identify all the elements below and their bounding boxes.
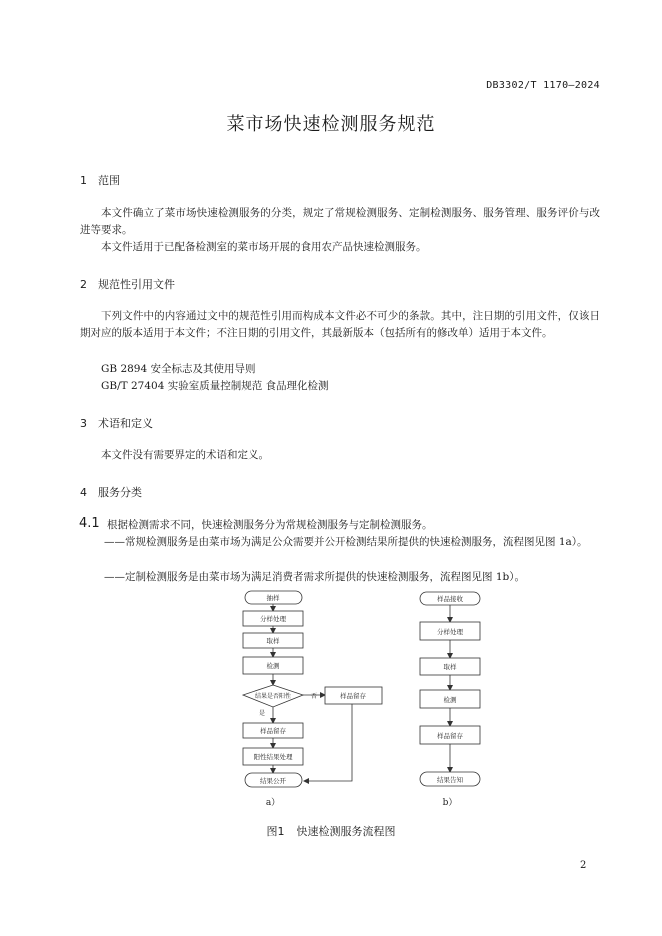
section-title: 规范性引用文件 <box>98 278 175 291</box>
flow-a-step-label: 样品留存 <box>260 727 286 735</box>
reference-item: GB/T 27404 实验室质量控制规范 食品理化检测 <box>101 380 329 392</box>
figure-caption-text: 快速检测服务流程图 <box>296 825 396 838</box>
flow-b-sublabel: b） <box>442 798 458 808</box>
flow-a-decision-label: 结果是否阳性 <box>254 693 292 700</box>
flow-a-step-label: 取样 <box>266 637 280 645</box>
section-number: 4 <box>80 486 87 499</box>
section-2-heading <box>80 276 175 292</box>
flow-b-step-label: 结果告知 <box>437 776 463 784</box>
flow-b-step-label: 样品接收 <box>437 595 463 603</box>
section-1-paragraph-1: 本文件确立了菜市场快速检测服务的分类，规定了常规检测服务、定制检测服务、服务管理、服务评价与改进等要求。 <box>80 207 600 236</box>
clause-text: 根据检测需求不同，快速检测服务分为常规检测服务与定制检测服务。 <box>107 519 433 531</box>
section-3-heading <box>80 415 153 431</box>
flow-b-step-label: 检测 <box>443 696 457 704</box>
flow-a-step-label: 阳性结果处理 <box>253 753 293 761</box>
section-1-paragraph-2: 本文件适用于已配备检测室的菜市场开展的食用农产品快速检测服务。 <box>101 241 427 253</box>
dash-item-2: ——定制检测服务是由菜市场为满足消费者需求所提供的快速检测服务，流程图见图 1b）。 <box>104 571 525 583</box>
flow-a-sublabel: a） <box>265 798 281 808</box>
dash-item-1: ——常规检测服务是由菜市场为满足公众需要并公开检测结果所提供的快速检测服务，流程图见图 1a）。 <box>104 536 588 548</box>
flow-b-step-label: 取样 <box>443 663 457 671</box>
page-number: 2 <box>580 860 587 871</box>
figure-caption <box>0 823 662 839</box>
flow-a-step-label: 抽样 <box>266 594 280 602</box>
flow-a-side-box-label: 样品留存 <box>340 692 366 700</box>
section-number: 3 <box>80 417 87 430</box>
flow-b-step-label: 样品留存 <box>437 732 463 740</box>
reference-item: GB 2894 安全标志及其使用导则 <box>101 363 256 375</box>
section-1-heading <box>80 172 120 188</box>
section-3-paragraph: 本文件没有需要界定的术语和定义。 <box>101 449 269 461</box>
section-number: 2 <box>80 278 87 291</box>
flow-a-step-label: 分样处理 <box>260 615 286 623</box>
section-title: 服务分类 <box>98 486 142 499</box>
yes-label: 是 <box>258 710 266 717</box>
section-number: 1 <box>80 174 87 187</box>
section-title: 范围 <box>98 174 120 187</box>
document-title: 菜市场快速检测服务规范 <box>226 114 436 135</box>
flow-a-step-label: 检测 <box>266 662 280 670</box>
figure-caption-number: 图1 <box>266 825 285 838</box>
flowchart-figure <box>0 585 662 820</box>
section-title: 术语和定义 <box>98 417 153 430</box>
section-2-paragraph: 下列文件中的内容通过文中的规范性引用而构成本文件必不可少的条款。其中，注日期的引用文件，仅该日期对应的版本适用于本文件；不注日期的引用文件，其最新版本（包括所有的修改单）适用于本文件。 <box>80 310 600 339</box>
clause-number: 4.1 <box>79 516 100 531</box>
flow-b-step-label: 分样处理 <box>437 628 463 636</box>
no-label: 否 <box>310 693 318 700</box>
flow-a-step-label: 结果公开 <box>260 777 286 785</box>
standard-number: DB3302/T 1170—2024 <box>486 80 600 91</box>
section-4-heading <box>80 484 142 500</box>
